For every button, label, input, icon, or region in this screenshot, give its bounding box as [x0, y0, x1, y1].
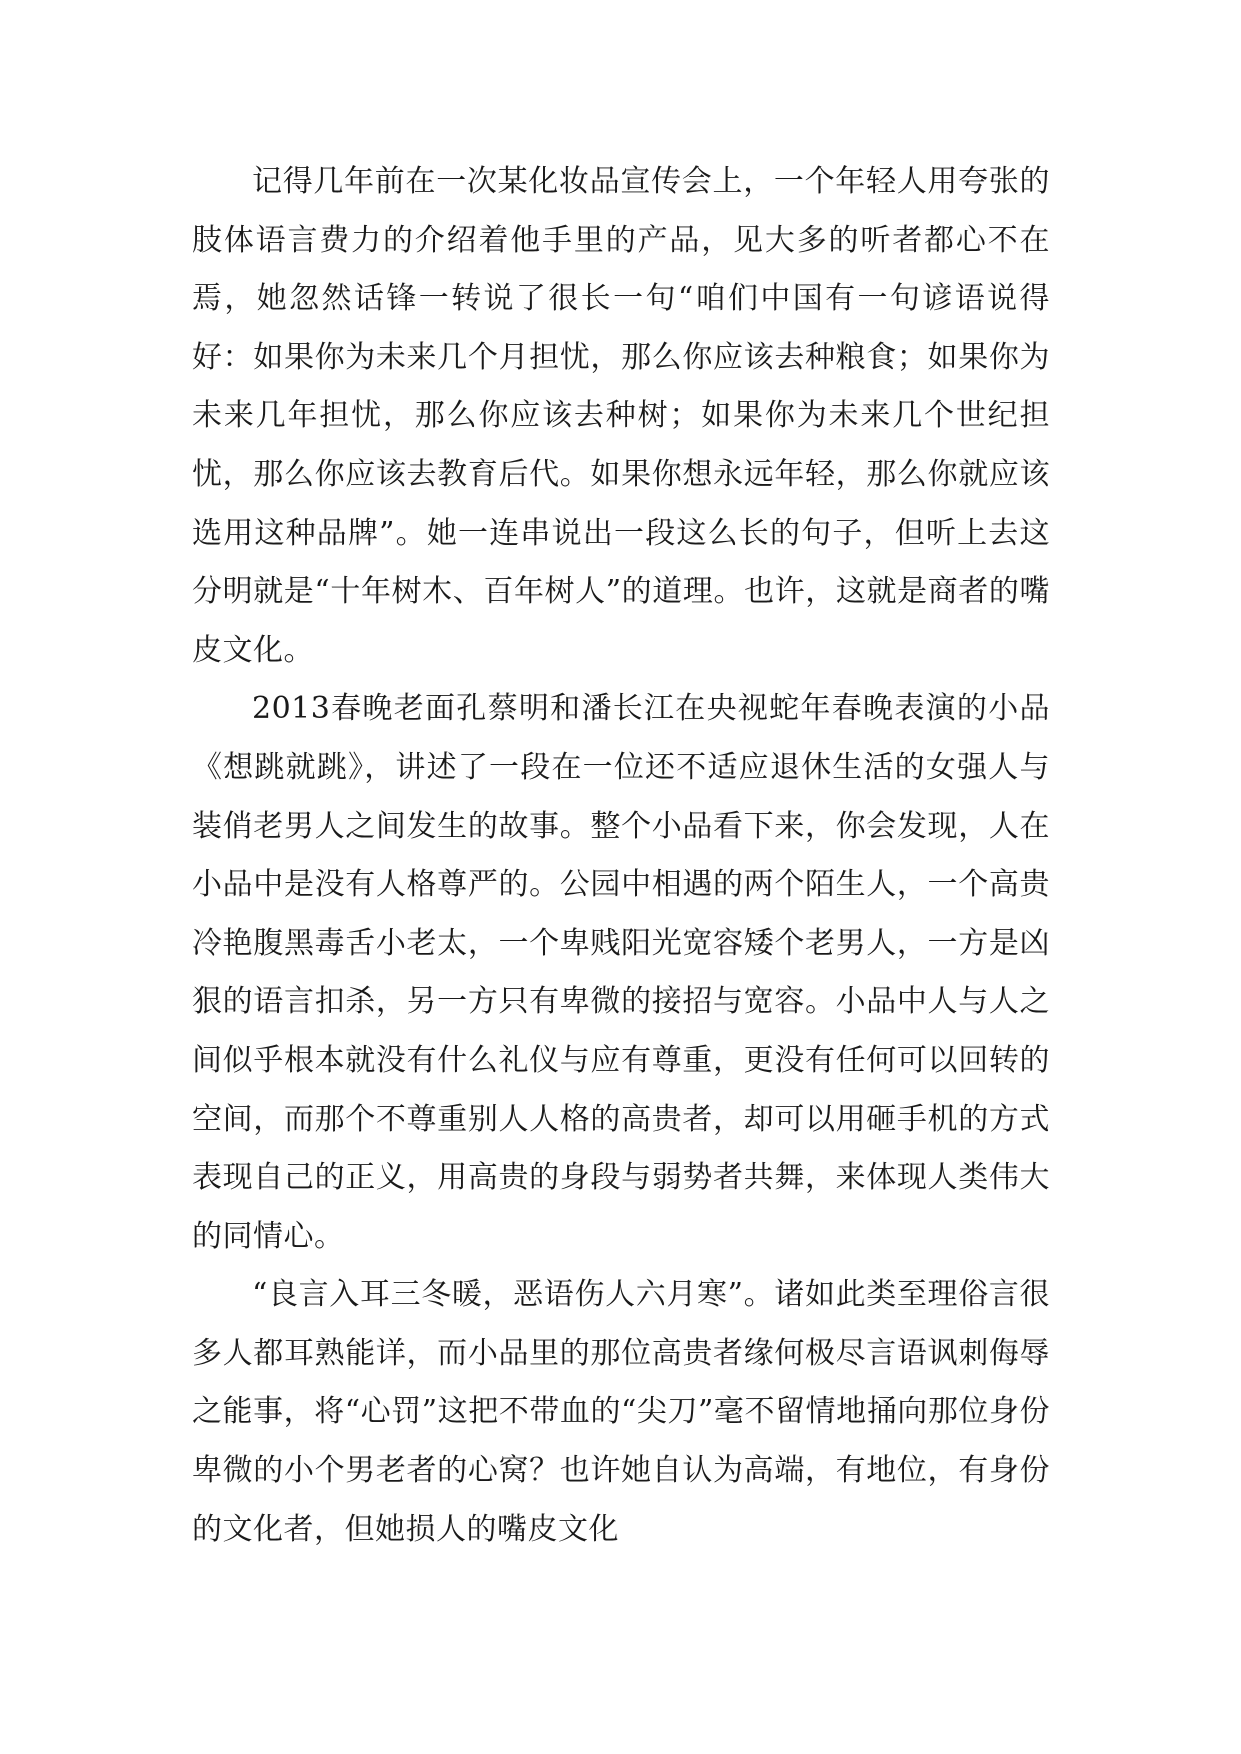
- paragraph-2: 2013春晚老面孔蔡明和潘长江在央视蛇年春晚表演的小品《想跳就跳》，讲述了一段在一位还不适应退休生活的女强人与装俏老男人之间发生的故事。整个小品看下来，你会发现，人在小品中是没有人格尊严的。公园中相遇的两个陌生人，一个高贵冷艳腹黑毒舌小老太，一个卑贱阳光宽容矮个老男人，一方是凶狠的语言扣杀，另一方只有卑微的接招与宽容。小品中人与人之间似乎根本就没有什么礼仪与应有尊重，更没有任何可以回转的空间，而那个不尊重别人人格的高贵者，却可以用砸手机的方式表现自己的正义，用高贵的身段与弱势者共舞，来体现人类伟大的同情心。: [192, 691, 1050, 1254]
- paragraph-3: “良言入耳三冬暖，恶语伤人六月寒”。诸如此类至理俗言很多人都耳熟能详，而小品里的那位高贵者缘何极尽言语讽刺侮辱之能事，将“心罚”这把不带血的“尖刀”毫不留情地捅向那位身份卑微的小个男老者的心窝？也许她自认为高端，有地位，有身份的文化者，但她损人的嘴皮文化: [192, 1277, 1050, 1547]
- paragraph-1: 记得几年前在一次某化妆品宣传会上，一个年轻人用夸张的肢体语言费力的介绍着他手里的产品，见大多的听者都心不在焉，她忽然话锋一转说了很长一句“咱们中国有一句谚语说得好：如果你为未来几个月担忧，那么你应该去种粮食；如果你为未来几年担忧，那么你应该去种树；如果你为未来几个世纪担忧，那么你应该去教育后代。如果你想永远年轻，那么你就应该选用这种品牌”。她一连串说出一段这么长的句子，但听上去这分明就是“十年树木、百年树人”的道理。也许，这就是商者的嘴皮文化。: [192, 164, 1050, 668]
- document-page: [192, 153, 1050, 1559]
